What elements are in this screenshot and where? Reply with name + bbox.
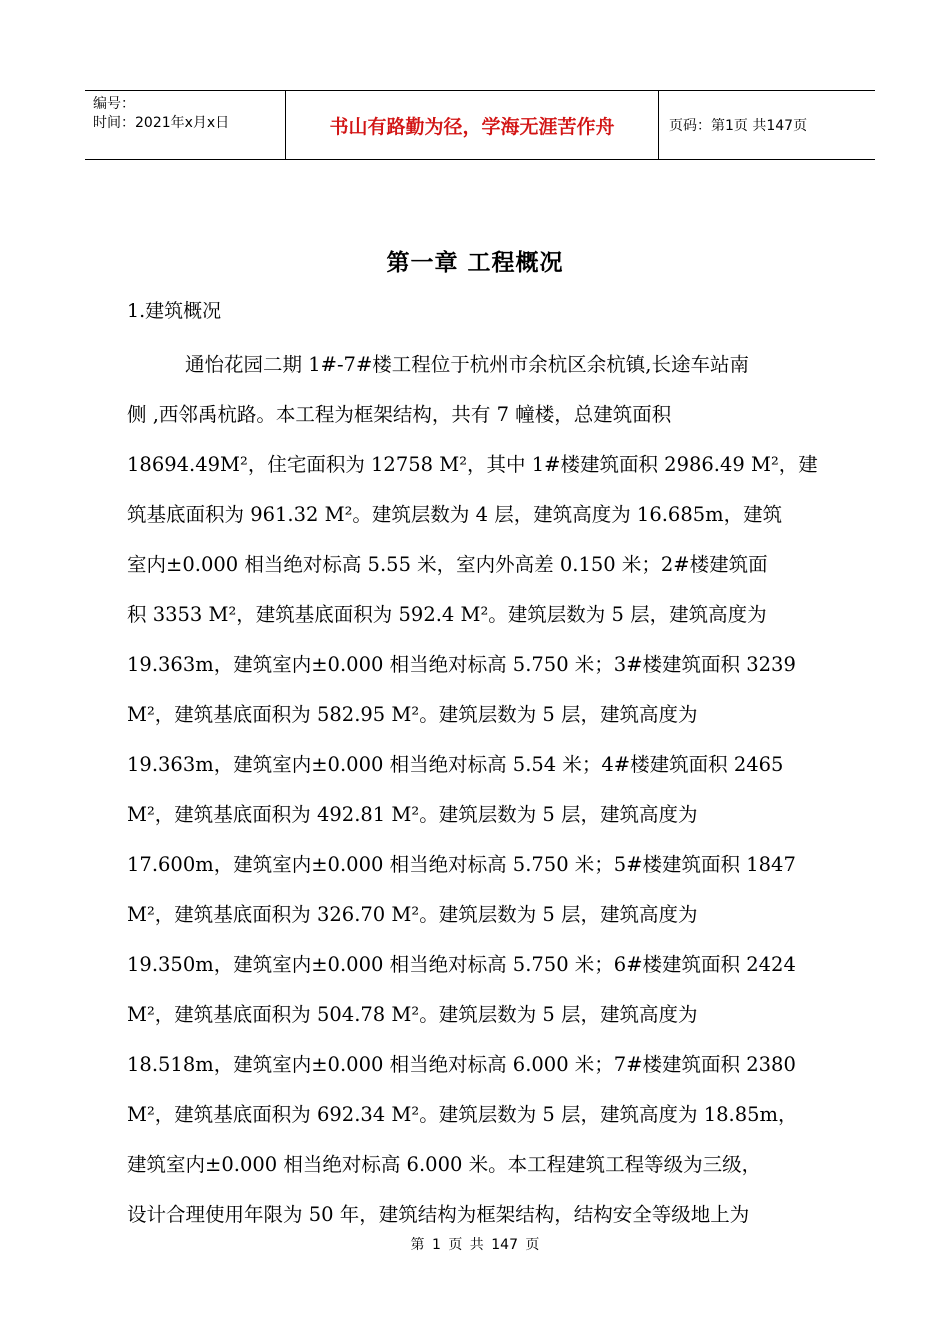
paragraph-line: 19.363m，建筑室内±0.000 相当绝对标高 5.54 米；4#楼建筑面积 2465 [127, 753, 784, 776]
paragraph-line: M²，建筑基底面积为 326.70 M²。建筑层数为 5 层，建筑高度为 [127, 903, 698, 926]
header-motto: 书山有路勤为径，学海无涯苦作舟 [285, 91, 659, 159]
paragraph-line: M²，建筑基底面积为 692.34 M²。建筑层数为 5 层，建筑高度为 18.85m， [127, 1103, 798, 1126]
paragraph-line: M²，建筑基底面积为 504.78 M²。建筑层数为 5 层，建筑高度为 [127, 1003, 698, 1026]
paragraph-line: 18.518m，建筑室内±0.000 相当绝对标高 6.000 米；7#楼建筑面积 2380 [127, 1053, 796, 1076]
date-label: 时间：2021年x月x日 [93, 115, 230, 131]
paragraph-line: 通怡花园二期 1#-7#楼工程位于杭州市余杭区余杭镇,长途车站南 [185, 353, 749, 376]
paragraph-line: 17.600m，建筑室内±0.000 相当绝对标高 5.750 米；5#楼建筑面积 1847 [127, 853, 796, 876]
paragraph-line: 筑基底面积为 961.32 M²。建筑层数为 4 层，建筑高度为 16.685m，建筑 [127, 503, 783, 526]
page-footer: 第 1 页 共 147 页 [410, 1237, 540, 1253]
paragraph-line: 积 3353 M²，建筑基底面积为 592.4 M²。建筑层数为 5 层，建筑高度为 [127, 603, 767, 626]
paragraph-line: 19.363m，建筑室内±0.000 相当绝对标高 5.750 米；3#楼建筑面积 3239 [127, 653, 796, 676]
paragraph-line: 侧 ,西邻禹杭路。本工程为框架结构，共有 7 幢楼，总建筑面积 [127, 403, 672, 426]
body-paragraph [127, 340, 834, 1240]
header-page-info: 页码：第1页 共147页 [669, 118, 808, 134]
header-meta [85, 91, 285, 159]
paragraph-line: M²，建筑基底面积为 582.95 M²。建筑层数为 5 层，建筑高度为 [127, 703, 698, 726]
serial-label: 编号： [93, 96, 135, 112]
section-title: 1.建筑概况 [127, 300, 222, 322]
paragraph-line: 19.350m，建筑室内±0.000 相当绝对标高 5.750 米；6#楼建筑面积 2424 [127, 953, 796, 976]
chapter-title: 第一章 工程概况 [386, 250, 564, 276]
paragraph-line: 设计合理使用年限为 50 年，建筑结构为框架结构，结构安全等级地上为 [127, 1203, 750, 1226]
document-header [85, 90, 875, 160]
paragraph-line: 建筑室内±0.000 相当绝对标高 6.000 米。本工程建筑工程等级为三级， [127, 1153, 762, 1176]
paragraph-line: 18694.49M²，住宅面积为 12758 M²，其中 1#楼建筑面积 2986.49 M²，建 [127, 453, 818, 476]
paragraph-line: M²，建筑基底面积为 492.81 M²。建筑层数为 5 层，建筑高度为 [127, 803, 698, 826]
paragraph-line: 室内±0.000 相当绝对标高 5.55 米，室内外高差 0.150 米；2#楼建筑面 [127, 553, 768, 576]
